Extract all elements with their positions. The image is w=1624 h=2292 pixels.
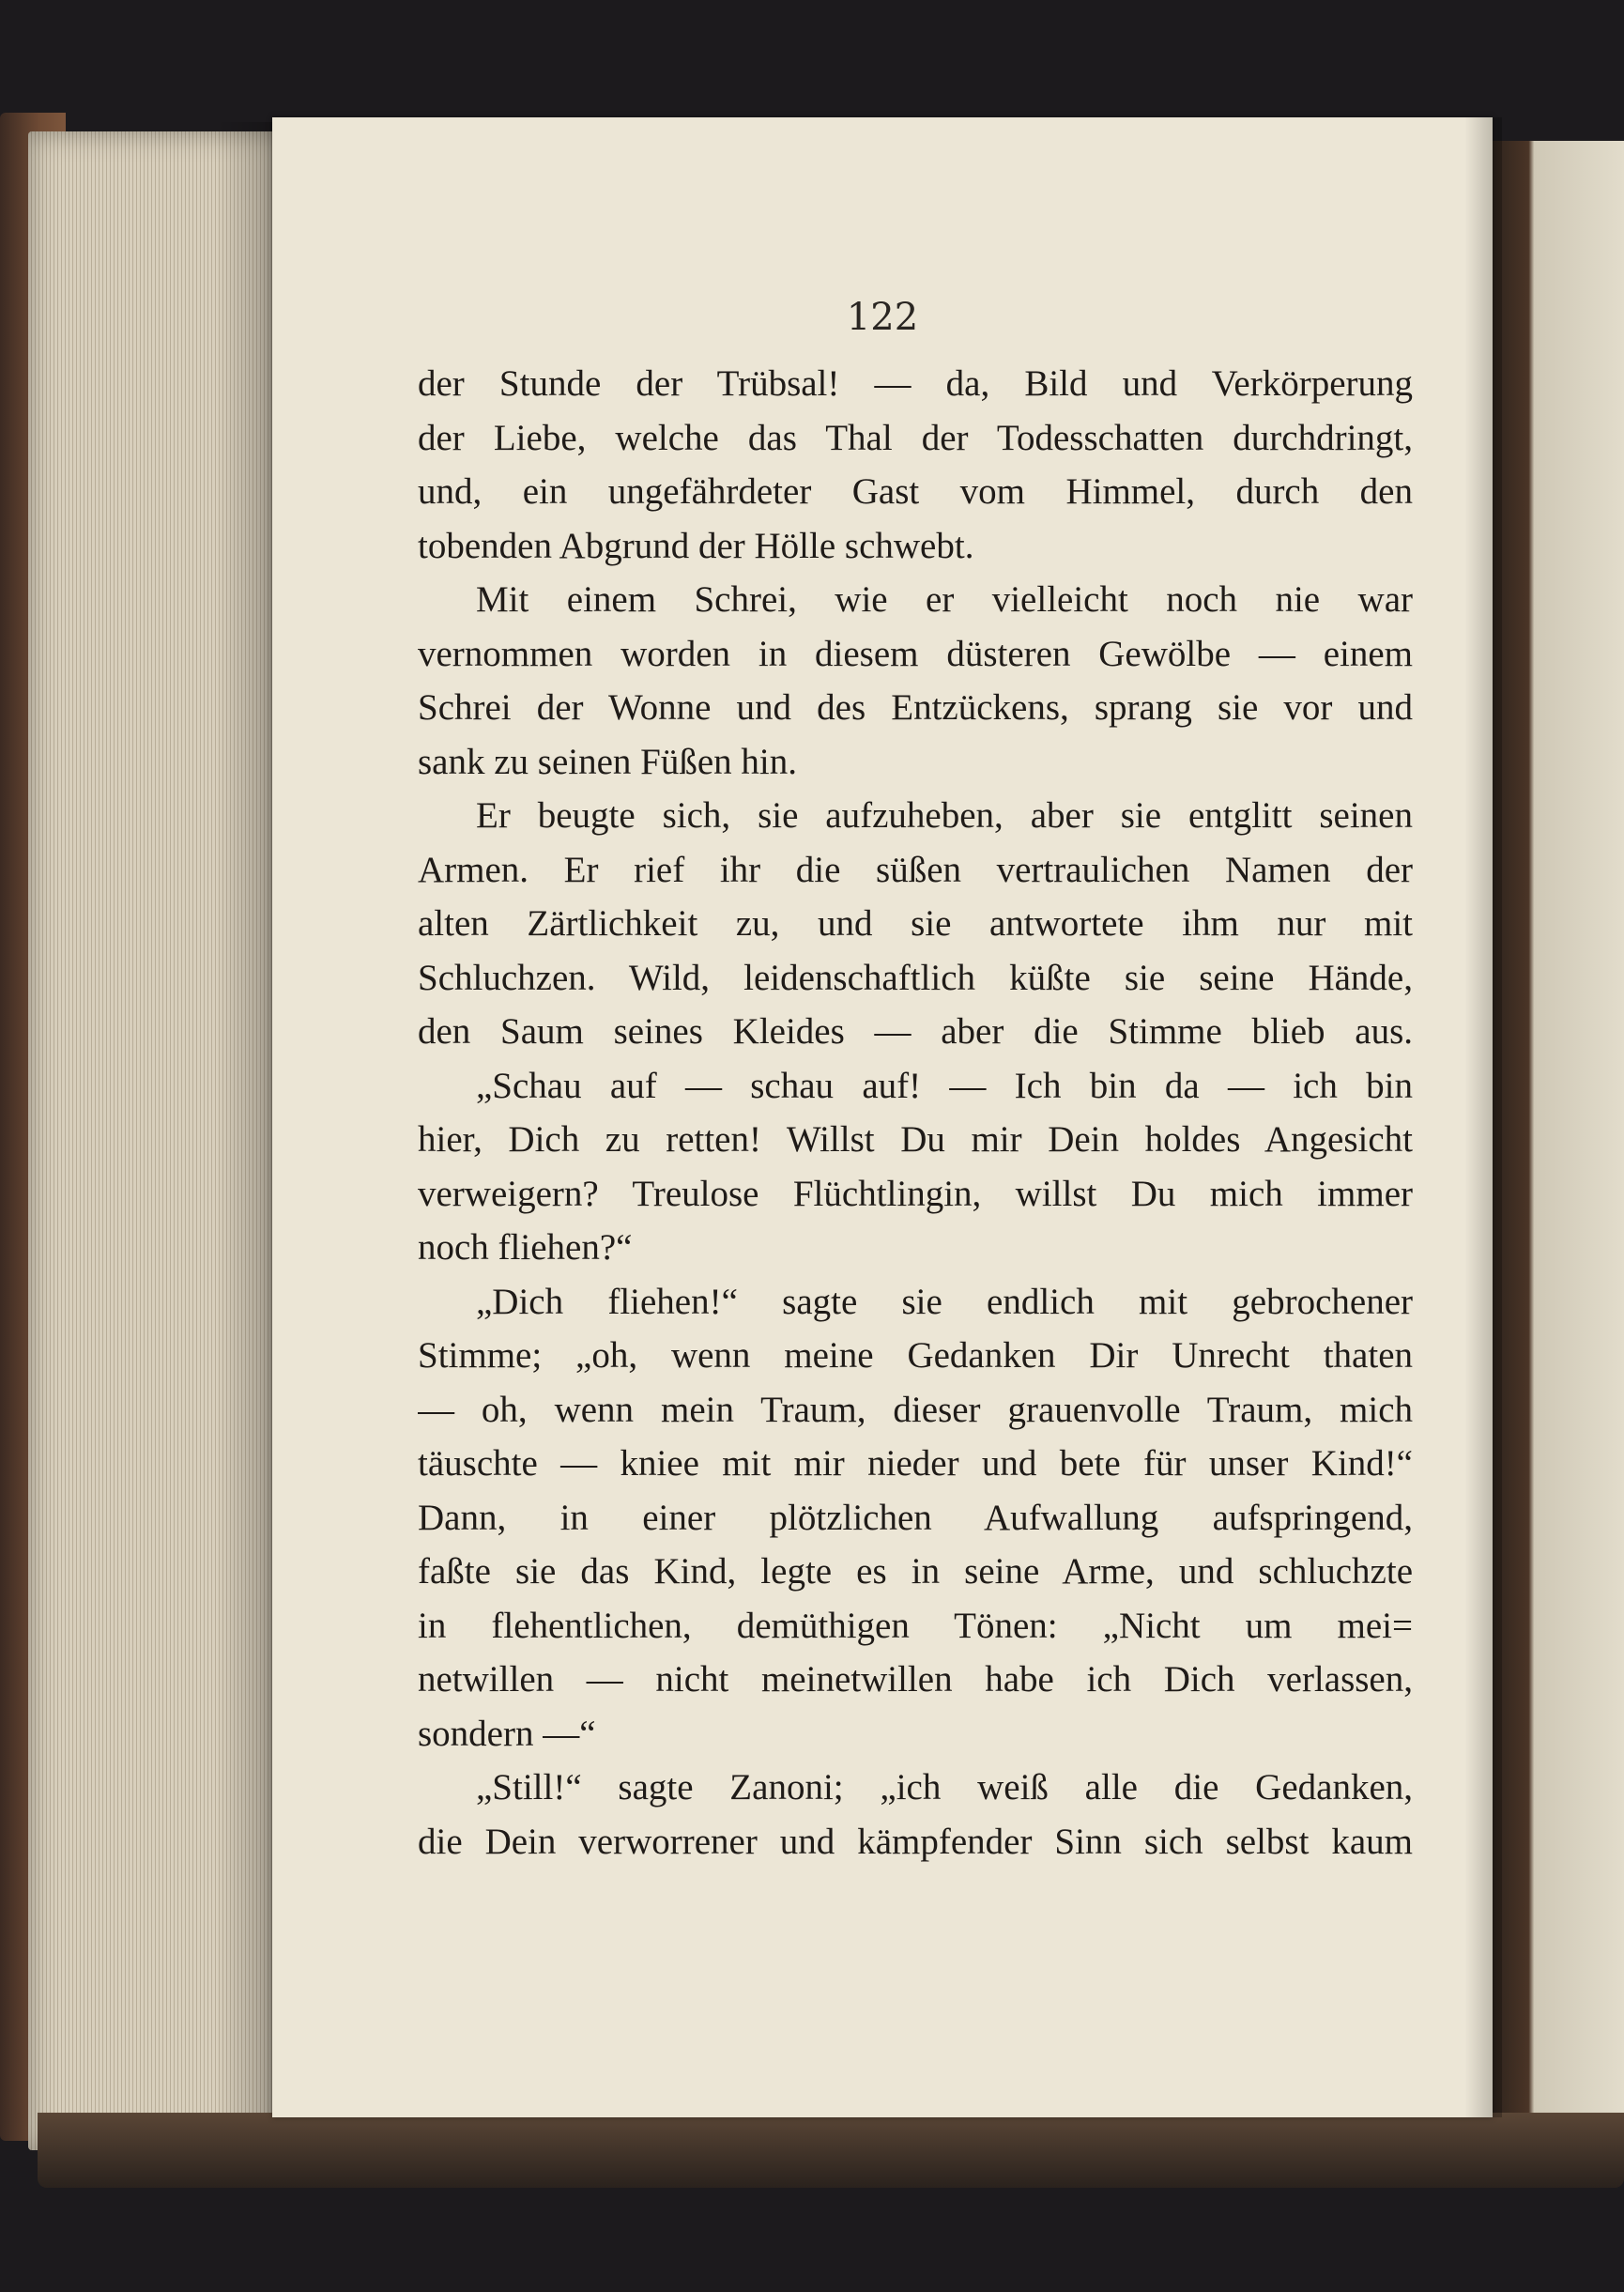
text-line: alten Zärtlichkeit zu, und sie antwortete ihm nur mit [418, 903, 1413, 944]
text-line: „Schau auf — schau auf! — Ich bin da — ich bin [476, 1065, 1413, 1106]
text-line: der Stunde der Trübsal! — da, Bild und Verkörperung [418, 363, 1413, 404]
text-line: die Dein verworrener und kämpfender Sinn sich selbst kaum [418, 1821, 1413, 1862]
text-line: Dann, in einer plötzlichen Aufwallung aufspringend, [418, 1497, 1413, 1538]
text-line: hier, Dich zu retten! Willst Du mir Dein holdes Angesicht [418, 1119, 1413, 1160]
text-line: Schluchzen. Wild, leidenschaftlich küßte sie seine Hände, [418, 957, 1413, 998]
text-line: Er beugte sich, sie aufzuheben, aber sie entglitt seinen [476, 795, 1413, 836]
text-line: den Saum seines Kleides — aber die Stimme blieb aus. [418, 1011, 1413, 1052]
text-line: sank zu seinen Füßen hin. [418, 741, 798, 782]
text-line: faßte sie das Kind, legte es in seine Arme, und schluchzte [418, 1551, 1413, 1592]
text-line: „Dich fliehen!“ sagte sie endlich mit gebrochener [476, 1281, 1413, 1322]
text-line: tobenden Abgrund der Hölle schwebt. [418, 525, 974, 566]
text-line: vernommen worden in diesem düsteren Gewölbe — einem [418, 633, 1413, 674]
text-line: Stimme; „oh, wenn meine Gedanken Dir Unrecht thaten [418, 1335, 1413, 1376]
page-gutter-shadow [1464, 117, 1502, 2117]
text-line: in flehentlichen, demüthigen Tönen: „Nicht um mei= [418, 1605, 1413, 1646]
text-line: noch fliehen?“ [418, 1227, 633, 1268]
text-line: Mit einem Schrei, wie er vielleicht noch nie war [476, 579, 1413, 620]
text-line: täuschte — kniee mit mir nieder und bete für unser Kind!“ [418, 1443, 1413, 1484]
text-line: Armen. Er rief ihr die süßen vertraulichen Namen der [418, 849, 1413, 890]
text-line: sondern —“ [418, 1713, 596, 1754]
text-line: „Still!“ sagte Zanoni; „ich weiß alle die Gedanken, [476, 1767, 1413, 1807]
page-number: 122 [846, 296, 919, 339]
page-text [418, 357, 1413, 1869]
text-line: verweigern? Treulose Flüchtlingin, willst Du mich immer [418, 1173, 1413, 1214]
text-line: — oh, wenn mein Traum, dieser grauenvolle Traum, mich [418, 1389, 1413, 1430]
book-cover-right [1488, 141, 1624, 2131]
book-bottom [38, 2113, 1624, 2188]
text-line: netwillen — nicht meinetwillen habe ich Dich verlassen, [418, 1659, 1413, 1700]
text-line: der Liebe, welche das Thal der Todesschatten durchdringt, [418, 417, 1413, 458]
text-line: und, ein ungefährdeter Gast vom Himmel, durch den [418, 471, 1413, 512]
text-line: Schrei der Wonne und des Entzückens, sprang sie vor und [418, 687, 1413, 728]
book-page [272, 117, 1493, 2117]
